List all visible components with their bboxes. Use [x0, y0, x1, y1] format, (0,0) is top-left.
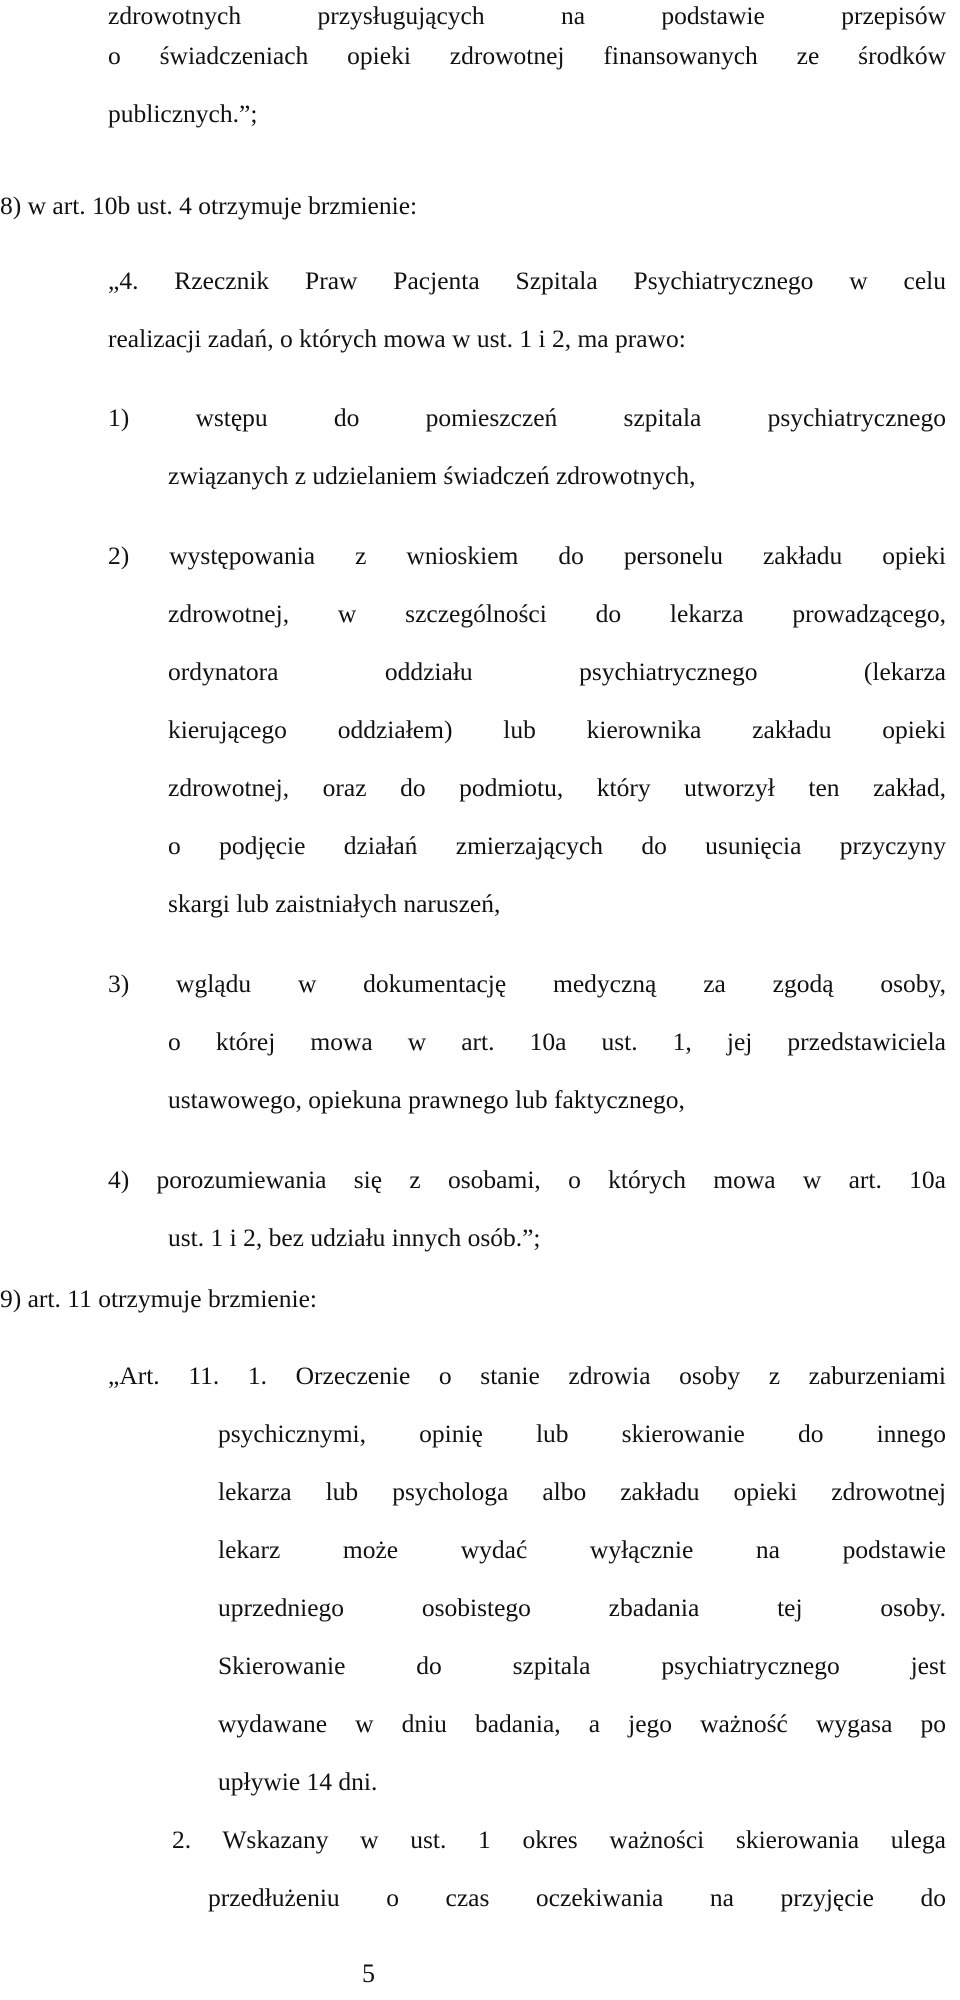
text-line: zdrowotnej, w szczególności do lekarza prowadzącego, — [168, 599, 946, 628]
text-line: Skierowanie do szpitala psychiatrycznego jest — [218, 1651, 946, 1680]
text-line: lekarza lub psychologa albo zakładu opieki zdrowotnej — [218, 1477, 946, 1506]
text-line: zdrowotnych przysługujących na podstawie przepisów — [108, 1, 946, 30]
text-line: kierującego oddziałem) lub kierownika zakładu opieki — [168, 715, 946, 744]
text-line: wydawane w dniu badania, a jego ważność wygasa po — [218, 1709, 946, 1738]
text-line: publicznych.”; — [108, 99, 258, 128]
text-line: „4. Rzecznik Praw Pacjenta Szpitala Psychiatrycznego w celu — [108, 266, 946, 295]
list-item-3: 3) wglądu w dokumentację medyczną za zgodą osoby, — [108, 969, 946, 998]
text-line: o podjęcie działań zmierzających do usunięcia przyczyny — [168, 831, 946, 860]
text-line: o której mowa w art. 10a ust. 1, jej przedstawiciela — [168, 1027, 946, 1056]
list-item-2: 2) występowania z wnioskiem do personelu zakładu opieki — [108, 541, 946, 570]
text-line: lekarz może wydać wyłącznie na podstawie — [218, 1535, 946, 1564]
text-line: ordynatora oddziału psychiatrycznego (lekarza — [168, 657, 946, 686]
list-item-8: 8) w art. 10b ust. 4 otrzymuje brzmienie: — [0, 191, 418, 220]
list-item-4: 4) porozumiewania się z osobami, o których mowa w art. 10a — [108, 1165, 946, 1194]
text-line: związanych z udzielaniem świadczeń zdrowotnych, — [168, 461, 696, 490]
text-line: ustawowego, opiekuna prawnego lub faktycznego, — [168, 1085, 685, 1114]
page-number: 5 — [362, 1959, 375, 1988]
text-line: upływie 14 dni. — [218, 1767, 378, 1796]
text-line: realizacji zadań, o których mowa w ust. 1 i 2, ma prawo: — [108, 324, 686, 353]
text-line: psychicznymi, opinię lub skierowanie do innego — [218, 1419, 946, 1448]
text-line: zdrowotnej, oraz do podmiotu, który utworzył ten zakład, — [168, 773, 946, 802]
text-line: przedłużeniu o czas oczekiwania na przyjęcie do — [208, 1883, 946, 1912]
paragraph-2: 2. Wskazany w ust. 1 okres ważności skierowania ulega — [172, 1825, 946, 1854]
text-line: uprzedniego osobistego zbadania tej osoby. — [218, 1593, 946, 1622]
list-item-1: 1) wstępu do pomieszczeń szpitala psychiatrycznego — [108, 403, 946, 432]
list-item-9: 9) art. 11 otrzymuje brzmienie: — [0, 1284, 317, 1313]
text-line: skargi lub zaistniałych naruszeń, — [168, 889, 501, 918]
text-line: o świadczeniach opieki zdrowotnej finansowanych ze środków — [108, 41, 946, 70]
article-heading: „Art. 11. 1. Orzeczenie o stanie zdrowia osoby z zaburzeniami — [108, 1361, 946, 1390]
text-line: ust. 1 i 2, bez udziału innych osób.”; — [168, 1223, 541, 1252]
